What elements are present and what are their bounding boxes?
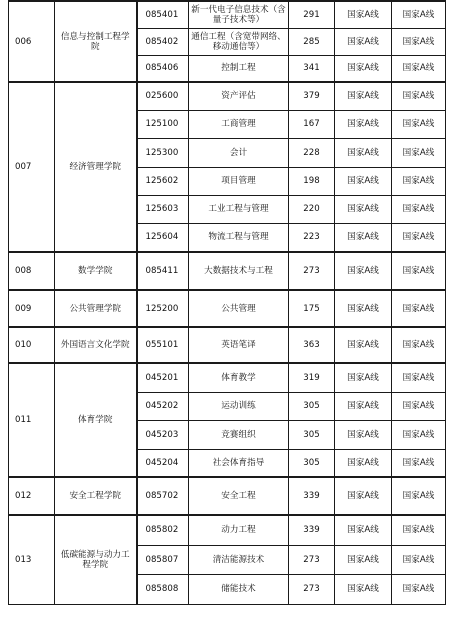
line-type-a: 国家A线 bbox=[335, 420, 392, 449]
line-type-a: 国家A线 bbox=[335, 477, 392, 515]
major-code: 125602 bbox=[137, 167, 189, 195]
line-type-a: 国家A线 bbox=[335, 545, 392, 574]
line-type-a: 国家A线 bbox=[335, 28, 392, 55]
major-name: 运动训练 bbox=[189, 392, 289, 420]
major-name: 体育教学 bbox=[189, 363, 289, 392]
line-type-b: 国家A线 bbox=[392, 327, 446, 363]
department-name: 经济管理学院 bbox=[55, 82, 137, 252]
department-code: 007 bbox=[9, 82, 55, 252]
line-type-a: 国家A线 bbox=[335, 138, 392, 167]
line-type-b: 国家A线 bbox=[392, 55, 446, 82]
line-type-a: 国家A线 bbox=[335, 574, 392, 604]
department-code: 013 bbox=[9, 515, 55, 604]
table-row bbox=[9, 477, 446, 515]
line-type-b: 国家A线 bbox=[392, 1, 446, 28]
line-type-b: 国家A线 bbox=[392, 82, 446, 110]
major-code: 125604 bbox=[137, 223, 189, 252]
department-name: 低碳能源与动力工程学院 bbox=[55, 515, 137, 604]
min-score: 228 bbox=[289, 138, 335, 167]
line-type-b: 国家A线 bbox=[392, 515, 446, 545]
department-name: 公共管理学院 bbox=[55, 290, 137, 327]
table-row bbox=[9, 252, 446, 290]
min-score: 273 bbox=[289, 545, 335, 574]
major-name: 控制工程 bbox=[189, 55, 289, 82]
line-type-a: 国家A线 bbox=[335, 327, 392, 363]
major-name: 资产评估 bbox=[189, 82, 289, 110]
line-type-a: 国家A线 bbox=[335, 449, 392, 477]
min-score: 379 bbox=[289, 82, 335, 110]
table-row bbox=[9, 290, 446, 327]
min-score: 363 bbox=[289, 327, 335, 363]
line-type-a: 国家A线 bbox=[335, 167, 392, 195]
major-code: 045203 bbox=[137, 420, 189, 449]
line-type-a: 国家A线 bbox=[335, 55, 392, 82]
department-name: 外国语言文化学院 bbox=[55, 327, 137, 363]
table-row bbox=[9, 515, 446, 545]
line-type-a: 国家A线 bbox=[335, 195, 392, 223]
major-code: 085406 bbox=[137, 55, 189, 82]
department-name: 信息与控制工程学院 bbox=[55, 1, 137, 82]
min-score: 198 bbox=[289, 167, 335, 195]
line-type-a: 国家A线 bbox=[335, 252, 392, 290]
line-type-a: 国家A线 bbox=[335, 223, 392, 252]
major-code: 045204 bbox=[137, 449, 189, 477]
department-code: 012 bbox=[9, 477, 55, 515]
major-name: 通信工程（含宽带网络、移动通信等） bbox=[189, 28, 289, 55]
line-type-b: 国家A线 bbox=[392, 363, 446, 392]
line-type-b: 国家A线 bbox=[392, 545, 446, 574]
major-code: 055101 bbox=[137, 327, 189, 363]
major-code: 085402 bbox=[137, 28, 189, 55]
major-code: 025600 bbox=[137, 82, 189, 110]
line-type-a: 国家A线 bbox=[335, 1, 392, 28]
major-name: 新一代电子信息技术（含量子技术等） bbox=[189, 1, 289, 28]
table-row bbox=[9, 82, 446, 110]
line-type-a: 国家A线 bbox=[335, 363, 392, 392]
line-type-b: 国家A线 bbox=[392, 138, 446, 167]
department-name: 数学学院 bbox=[55, 252, 137, 290]
line-type-a: 国家A线 bbox=[335, 290, 392, 327]
major-name: 物流工程与管理 bbox=[189, 223, 289, 252]
min-score: 167 bbox=[289, 110, 335, 138]
major-code: 085401 bbox=[137, 1, 189, 28]
department-name: 安全工程学院 bbox=[55, 477, 137, 515]
major-code: 045202 bbox=[137, 392, 189, 420]
major-code: 045201 bbox=[137, 363, 189, 392]
major-name: 安全工程 bbox=[189, 477, 289, 515]
major-name: 工业工程与管理 bbox=[189, 195, 289, 223]
line-type-b: 国家A线 bbox=[392, 420, 446, 449]
major-name: 清洁能源技术 bbox=[189, 545, 289, 574]
line-type-b: 国家A线 bbox=[392, 290, 446, 327]
table-row bbox=[9, 363, 446, 392]
min-score: 273 bbox=[289, 252, 335, 290]
min-score: 285 bbox=[289, 28, 335, 55]
major-name: 储能技术 bbox=[189, 574, 289, 604]
line-type-b: 国家A线 bbox=[392, 477, 446, 515]
major-code: 085808 bbox=[137, 574, 189, 604]
major-code: 085411 bbox=[137, 252, 189, 290]
min-score: 341 bbox=[289, 55, 335, 82]
major-name: 工商管理 bbox=[189, 110, 289, 138]
department-name: 体育学院 bbox=[55, 363, 137, 477]
min-score: 223 bbox=[289, 223, 335, 252]
major-name: 项目管理 bbox=[189, 167, 289, 195]
min-score: 220 bbox=[289, 195, 335, 223]
major-name: 英语笔译 bbox=[189, 327, 289, 363]
major-code: 125603 bbox=[137, 195, 189, 223]
min-score: 291 bbox=[289, 1, 335, 28]
table-body bbox=[9, 1, 446, 604]
major-code: 125200 bbox=[137, 290, 189, 327]
line-type-b: 国家A线 bbox=[392, 252, 446, 290]
major-name: 竞赛组织 bbox=[189, 420, 289, 449]
min-score: 339 bbox=[289, 477, 335, 515]
major-code: 085802 bbox=[137, 515, 189, 545]
line-type-a: 国家A线 bbox=[335, 515, 392, 545]
line-type-b: 国家A线 bbox=[392, 110, 446, 138]
admission-score-table bbox=[8, 0, 446, 605]
line-type-b: 国家A线 bbox=[392, 28, 446, 55]
department-code: 009 bbox=[9, 290, 55, 327]
department-code: 006 bbox=[9, 1, 55, 82]
line-type-a: 国家A线 bbox=[335, 82, 392, 110]
major-name: 会计 bbox=[189, 138, 289, 167]
min-score: 305 bbox=[289, 449, 335, 477]
min-score: 305 bbox=[289, 392, 335, 420]
line-type-b: 国家A线 bbox=[392, 167, 446, 195]
major-code: 085807 bbox=[137, 545, 189, 574]
line-type-b: 国家A线 bbox=[392, 574, 446, 604]
major-code: 085702 bbox=[137, 477, 189, 515]
major-code: 125100 bbox=[137, 110, 189, 138]
min-score: 175 bbox=[289, 290, 335, 327]
table-row bbox=[9, 327, 446, 363]
line-type-b: 国家A线 bbox=[392, 392, 446, 420]
major-name: 公共管理 bbox=[189, 290, 289, 327]
min-score: 339 bbox=[289, 515, 335, 545]
line-type-b: 国家A线 bbox=[392, 195, 446, 223]
major-name: 动力工程 bbox=[189, 515, 289, 545]
department-code: 011 bbox=[9, 363, 55, 477]
line-type-a: 国家A线 bbox=[335, 110, 392, 138]
line-type-b: 国家A线 bbox=[392, 449, 446, 477]
min-score: 305 bbox=[289, 420, 335, 449]
department-code: 010 bbox=[9, 327, 55, 363]
line-type-a: 国家A线 bbox=[335, 392, 392, 420]
line-type-b: 国家A线 bbox=[392, 223, 446, 252]
min-score: 273 bbox=[289, 574, 335, 604]
table-row bbox=[9, 1, 446, 28]
department-code: 008 bbox=[9, 252, 55, 290]
major-name: 大数据技术与工程 bbox=[189, 252, 289, 290]
min-score: 319 bbox=[289, 363, 335, 392]
major-code: 125300 bbox=[137, 138, 189, 167]
major-name: 社会体育指导 bbox=[189, 449, 289, 477]
